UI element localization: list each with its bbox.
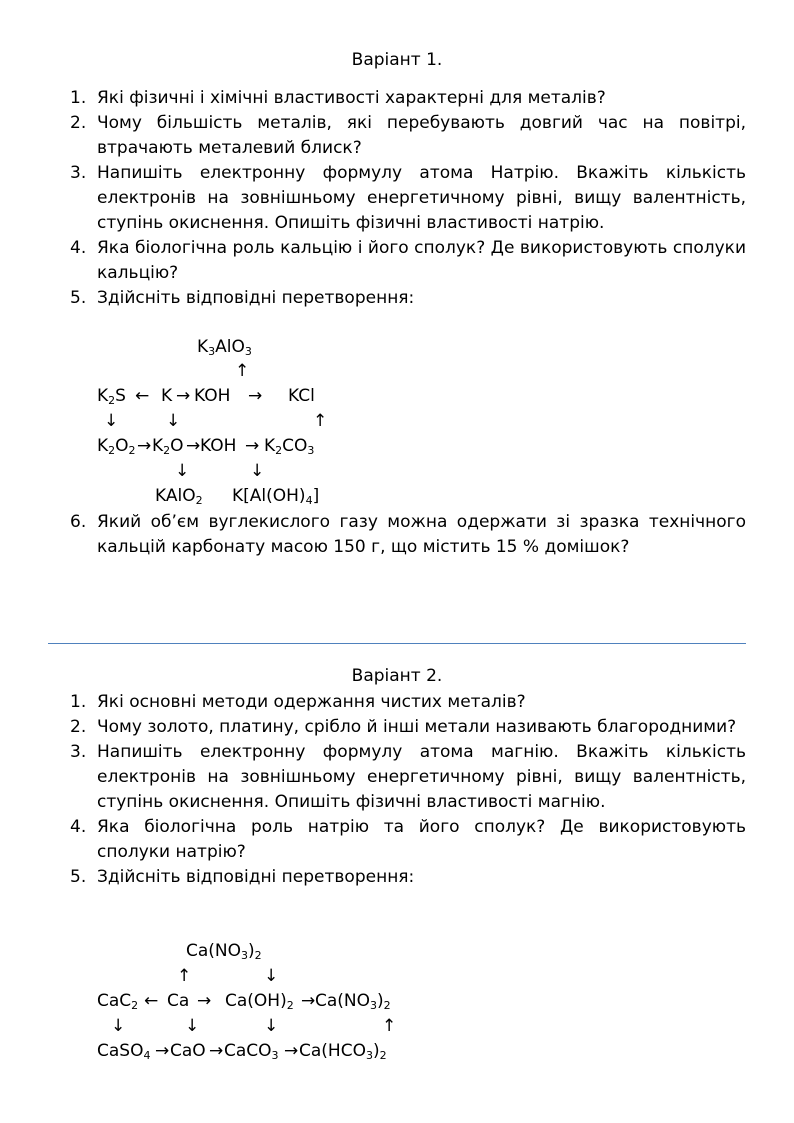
- question-text: Здійсніть відповідні перетворення:: [97, 288, 415, 308]
- question-number: 2.: [70, 113, 87, 133]
- question-number: 5.: [70, 867, 87, 887]
- arrow-down-icon: ↓: [264, 1016, 279, 1036]
- formula-kalo2: KAlO$_2$: [155, 486, 203, 507]
- formula-k3alo3: $K_3AlO_3$: [197, 337, 252, 358]
- formula-caco3: CaCO$_3$: [224, 1041, 279, 1062]
- v2-question-3: [70, 740, 746, 815]
- v2-question-4: [70, 815, 746, 865]
- question-text: Здійсніть відповідні перетворення:: [97, 867, 415, 887]
- arrow-up-icon: ↑: [313, 411, 328, 431]
- formula-caso4: CaSO$_4$: [97, 1041, 151, 1062]
- question-text: Напишіть електронну формулу атома Натрію. Вкажіть кількість електронів на зовнішньому енергетичному рівні, вищу валентність, ступінь окиснення. Опишіть фізичні властивості натрію.: [97, 163, 746, 233]
- question-number: 5.: [70, 288, 87, 308]
- variant-2-title: Варіант 2.: [351, 666, 443, 686]
- question-text: Напишіть електронну формулу атома магнію. Вкажіть кількість електронів на зовнішньому енергетичному рівні, вищу валентність, ступінь окиснення. Опишіть фізичні властивості магнію.: [97, 742, 746, 812]
- v1-question-3: [70, 161, 746, 236]
- arrow-up-icon: ↑: [235, 361, 250, 381]
- formula-k-al-oh-4: $K[Al(OH)_4]$: [232, 486, 320, 507]
- formula-k2o2: $K_2O_2$: [97, 436, 136, 457]
- v2-question-1: [70, 690, 746, 715]
- formula-ca-oh-2: $Ca(OH)_2$: [225, 991, 294, 1012]
- section-divider: [48, 643, 746, 644]
- arrow-up-icon: ↑: [177, 966, 192, 986]
- formula-k2o: $K_2O$: [152, 436, 184, 457]
- formula-cao: CaO: [170, 1041, 206, 1061]
- arrow-right-icon: →: [155, 1041, 170, 1061]
- arrow-down-icon: ↓: [175, 461, 190, 481]
- question-text: Які основні методи одержання чистих металів?: [97, 692, 526, 712]
- formula-ca-no3-2-top: $Ca(NO_3)_2$: [186, 941, 262, 962]
- arrow-right-icon: →: [248, 386, 263, 406]
- arrow-right-icon: →: [209, 1041, 224, 1061]
- arrow-down-icon: ↓: [264, 966, 279, 986]
- v2-question-5: [70, 865, 746, 890]
- arrow-right-icon: →: [137, 436, 152, 456]
- variant-1-question-list-cont: [70, 510, 746, 560]
- question-number: 1.: [70, 88, 87, 108]
- formula-cac2: CaC$_2$: [97, 991, 139, 1012]
- question-text: Чому більшість металів, які перебувають довгий час на повітрі, втрачають металевий блиск?: [97, 113, 746, 158]
- v1-question-5: [70, 286, 746, 311]
- formula-koh: KOH: [194, 386, 231, 406]
- variant-1-title: Варіант 1.: [351, 50, 443, 70]
- v1-question-6: [70, 510, 746, 560]
- v2-question-2: [70, 715, 746, 740]
- arrow-right-icon: →: [301, 991, 316, 1011]
- arrow-down-icon: ↓: [111, 1016, 126, 1036]
- question-number: 1.: [70, 692, 87, 712]
- formula-k: K: [161, 386, 173, 406]
- question-number: 4.: [70, 238, 87, 258]
- arrow-down-icon: ↓: [104, 411, 119, 431]
- formula-kcl: KCl: [288, 386, 315, 406]
- question-number: 3.: [70, 742, 87, 762]
- question-text: Які фізичні і хімічні властивості характерні для металів?: [97, 88, 606, 108]
- arrow-right-icon: →: [186, 436, 201, 456]
- v1-question-4: [70, 236, 746, 286]
- arrow-right-icon: →: [284, 1041, 299, 1061]
- question-number: 4.: [70, 817, 87, 837]
- formula-koh-2: KOH: [200, 436, 237, 456]
- variant-2-question-list: [70, 690, 746, 890]
- arrow-left-icon: ←: [135, 386, 150, 406]
- question-number: 6.: [70, 512, 87, 532]
- question-text: Яка біологічна роль натрію та його сполук? Де використовують сполуки натрію?: [97, 817, 746, 862]
- formula-k2co3: $K_2CO_3$: [264, 436, 315, 457]
- arrow-left-icon: ←: [144, 991, 159, 1011]
- question-number: 2.: [70, 717, 87, 737]
- arrow-right-icon: →: [176, 386, 191, 406]
- question-number: 3.: [70, 163, 87, 183]
- formula-ca-hco3-2: $Ca(HCO_3)_2$: [299, 1041, 387, 1062]
- formula-k2s: $K_2S$: [97, 386, 126, 407]
- arrow-down-icon: ↓: [166, 411, 181, 431]
- arrow-up-icon: ↑: [382, 1016, 397, 1036]
- arrow-down-icon: ↓: [185, 1016, 200, 1036]
- formula-ca: Ca: [167, 991, 190, 1011]
- arrow-right-icon: →: [245, 436, 260, 456]
- question-text: Яка біологічна роль кальцію і його сполук? Де використовують сполуки кальцію?: [97, 238, 746, 283]
- question-text: Чому золото, платину, срібло й інші метали називають благородними?: [97, 717, 737, 737]
- arrow-right-icon: →: [197, 991, 212, 1011]
- question-text: Який об’єм вуглекислого газу можна одержати зі зразка технічного кальцій карбонату масою 150 г, що містить 15 % домішок?: [97, 512, 746, 557]
- arrow-down-icon: ↓: [250, 461, 265, 481]
- formula-ca-no3-2: $Ca(NO_3)_2$: [315, 991, 391, 1012]
